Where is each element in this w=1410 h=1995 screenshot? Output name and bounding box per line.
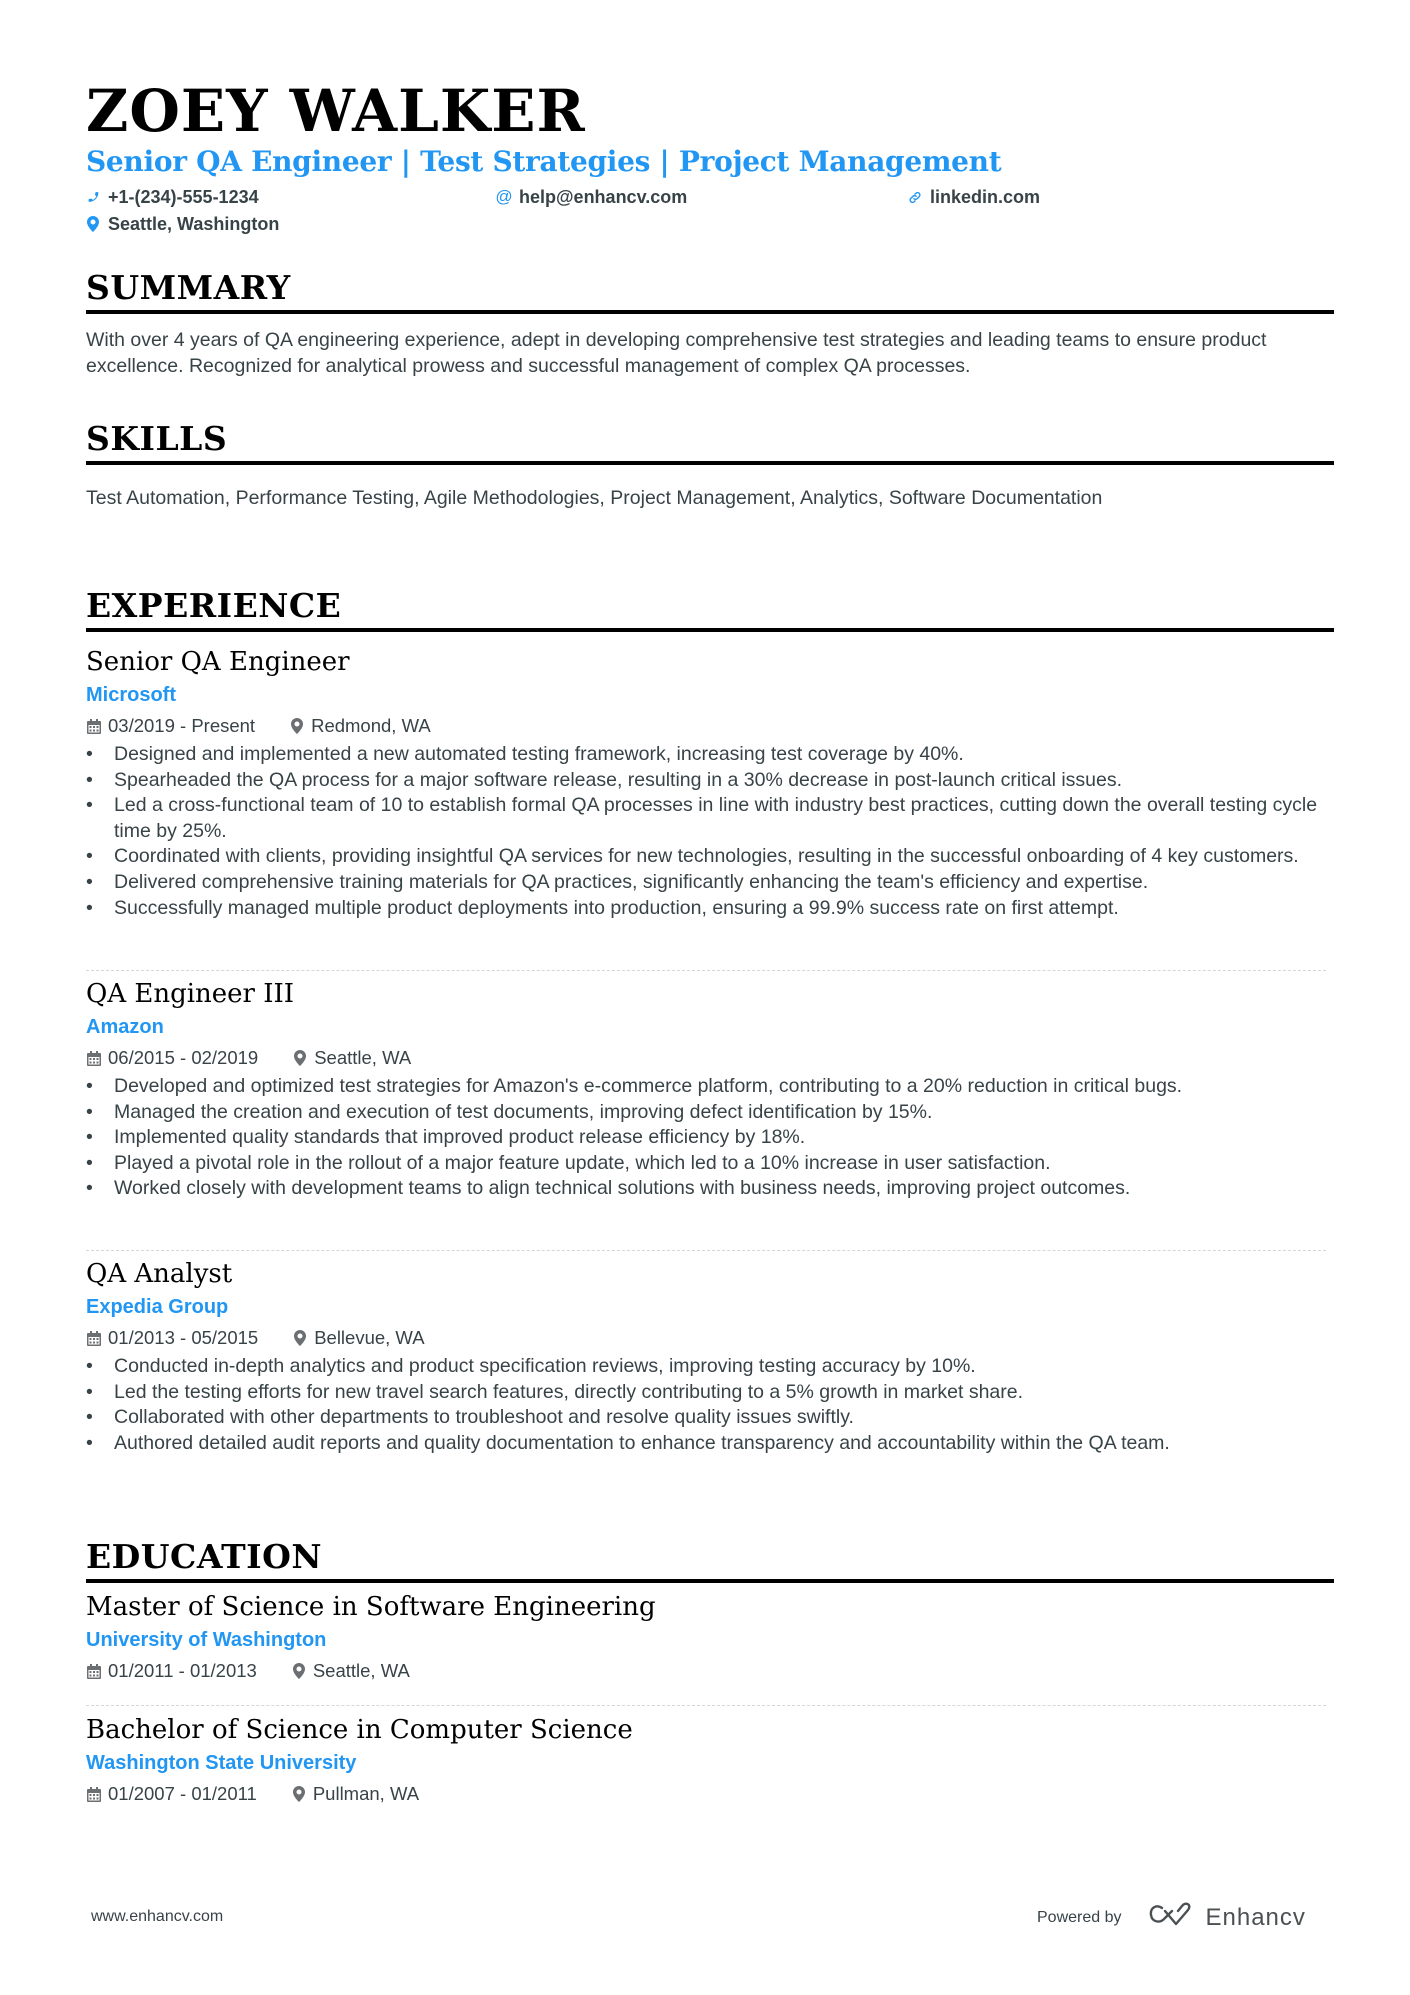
education-entry	[86, 1713, 1334, 1807]
at-icon: @	[495, 187, 513, 206]
experience-entry	[86, 1257, 1334, 1456]
brand-name: Enhancv	[1205, 1903, 1306, 1931]
bullet-item: • Coordinated with clients, providing insightful QA services for new technologies, resulting in the successful onboarding of 4 key customers.	[86, 845, 1299, 868]
bullet-item: • Implemented quality standards that improved product release efficiency by 18%.	[86, 1126, 806, 1149]
contact-phone	[86, 186, 259, 208]
entry-meta	[86, 1045, 1334, 1071]
section-title-skills: SKILLS	[86, 419, 1334, 465]
bullet-item: • Led a cross-functional team of 10 to establish formal QA processes in line with industry best practices, cutting down the overall testing cycle time by 25%.	[86, 794, 1318, 842]
experience-entry	[86, 645, 1334, 921]
footer-branding	[1037, 1902, 1306, 1933]
education-entry	[86, 1590, 1334, 1684]
bullet-item: • Collaborated with other departments to troubleshoot and resolve quality issues swiftly.	[86, 1406, 854, 1429]
entry-dates: 01/2007 - 01/2011	[108, 1783, 257, 1804]
bullet-item: • Played a pivotal role in the rollout of a major feature update, which led to a 10% increase in user satisfaction.	[86, 1151, 1051, 1174]
map-pin-icon	[292, 1050, 308, 1066]
calendar-icon	[86, 1787, 102, 1802]
entry-separator	[86, 1250, 1326, 1251]
bullet-list	[86, 1354, 1334, 1456]
bullet-list	[86, 742, 1334, 921]
experience-entry	[86, 977, 1334, 1202]
job-title: QA Analyst	[86, 1259, 233, 1289]
summary-text: With over 4 years of QA engineering experience, adept in developing comprehensive test strategies and leading teams to ensure product excellence. Recognized for analytical prowess and successful management of complex QA processes.	[86, 329, 1267, 377]
job-title: QA Engineer III	[86, 979, 295, 1009]
candidate-headline: Senior QA Engineer | Test Strategies | Project Management	[86, 145, 1002, 178]
entry-meta	[86, 1658, 1334, 1684]
company-name: Microsoft	[86, 684, 176, 706]
bullet-item: • Developed and optimized test strategies for Amazon's e-commerce platform, contributing to a 20% reduction in critical bugs.	[86, 1075, 1183, 1097]
company-name: Expedia Group	[86, 1296, 229, 1318]
degree-title: Master of Science in Software Engineering	[86, 1592, 656, 1622]
company-name: Amazon	[86, 1016, 164, 1038]
bullet-item: • Delivered comprehensive training materials for QA practices, significantly enhancing the team's efficiency and expertise.	[86, 870, 1149, 893]
calendar-icon	[86, 719, 102, 734]
enhancv-logo-icon	[1148, 1902, 1194, 1933]
bullet-item: • Managed the creation and execution of test documents, improving defect identification by 15%.	[86, 1100, 933, 1123]
location-text: Seattle, Washington	[108, 214, 280, 234]
bullet-item: • Successfully managed multiple product deployments into production, ensuring a 99.9% success rate on first attempt.	[86, 896, 1119, 919]
contact-email	[497, 186, 687, 208]
entry-meta	[86, 1325, 1334, 1351]
contact-location	[86, 213, 279, 235]
bullet-item: • Worked closely with development teams to align technical solutions with business needs, improving project outcomes.	[86, 1177, 1131, 1200]
map-pin-icon	[291, 1786, 307, 1802]
degree-title: Bachelor of Science in Computer Science	[86, 1715, 633, 1745]
entry-meta	[86, 1781, 1334, 1807]
enhancv-brand[interactable]	[1148, 1902, 1306, 1933]
bullet-item: • Conducted in-depth analytics and product specification reviews, improving testing accuracy by 10%.	[86, 1355, 976, 1377]
entry-separator	[86, 970, 1326, 971]
entry-dates: 01/2013 - 05/2015	[108, 1327, 259, 1348]
section-title-education: EDUCATION	[86, 1537, 1334, 1583]
map-pin-icon	[291, 1663, 307, 1679]
website-link[interactable]: linkedin.com	[930, 187, 1041, 207]
entry-dates: 06/2015 - 02/2019	[108, 1047, 259, 1068]
entry-location: Seattle, WA	[314, 1047, 412, 1068]
entry-location: Pullman, WA	[312, 1783, 420, 1804]
candidate-name: ZOEY WALKER	[86, 77, 586, 145]
map-pin-icon	[289, 718, 305, 734]
phone-number[interactable]: +1-(234)-555-1234	[108, 187, 259, 207]
map-pin-icon	[86, 216, 100, 232]
footer-website[interactable]: www.enhancv.com	[91, 1908, 224, 1925]
entry-meta	[86, 713, 1334, 739]
calendar-icon	[86, 1331, 102, 1346]
bullet-item: • Authored detailed audit reports and quality documentation to enhance transparency and accountability within the QA team.	[86, 1431, 1170, 1454]
entry-dates: 03/2019 - Present	[108, 715, 256, 736]
entry-location: Redmond, WA	[311, 715, 431, 736]
job-title: Senior QA Engineer	[86, 647, 350, 677]
entry-dates: 01/2011 - 01/2013	[108, 1660, 257, 1681]
school-name: Washington State University	[86, 1752, 357, 1774]
phone-icon	[86, 190, 100, 204]
school-name: University of Washington	[86, 1629, 327, 1651]
email-address[interactable]: help@enhancv.com	[519, 187, 688, 207]
powered-by-label: Powered by	[1037, 1908, 1122, 1926]
skills-text: Test Automation, Performance Testing, Agile Methodologies, Project Management, Analytics, Software Documentation	[86, 487, 1103, 509]
calendar-icon	[86, 1051, 102, 1066]
section-title-experience: EXPERIENCE	[86, 586, 1334, 632]
bullet-item: • Designed and implemented a new automated testing framework, increasing test coverage by 40%.	[86, 743, 964, 765]
entry-location: Seattle, WA	[312, 1660, 410, 1681]
section-title-summary: SUMMARY	[86, 268, 1334, 314]
entry-location: Bellevue, WA	[314, 1327, 425, 1348]
bullet-item: • Spearheaded the QA process for a major software release, resulting in a 30% decrease in post-launch critical issues.	[86, 768, 1123, 791]
calendar-icon	[86, 1664, 102, 1679]
bullet-item: • Led the testing efforts for new travel search features, directly contributing to a 5% growth in market share.	[86, 1380, 1024, 1403]
entry-separator	[86, 1705, 1326, 1706]
link-icon	[908, 190, 922, 205]
map-pin-icon	[292, 1330, 308, 1346]
contact-website	[908, 186, 1040, 208]
bullet-list	[86, 1074, 1334, 1202]
